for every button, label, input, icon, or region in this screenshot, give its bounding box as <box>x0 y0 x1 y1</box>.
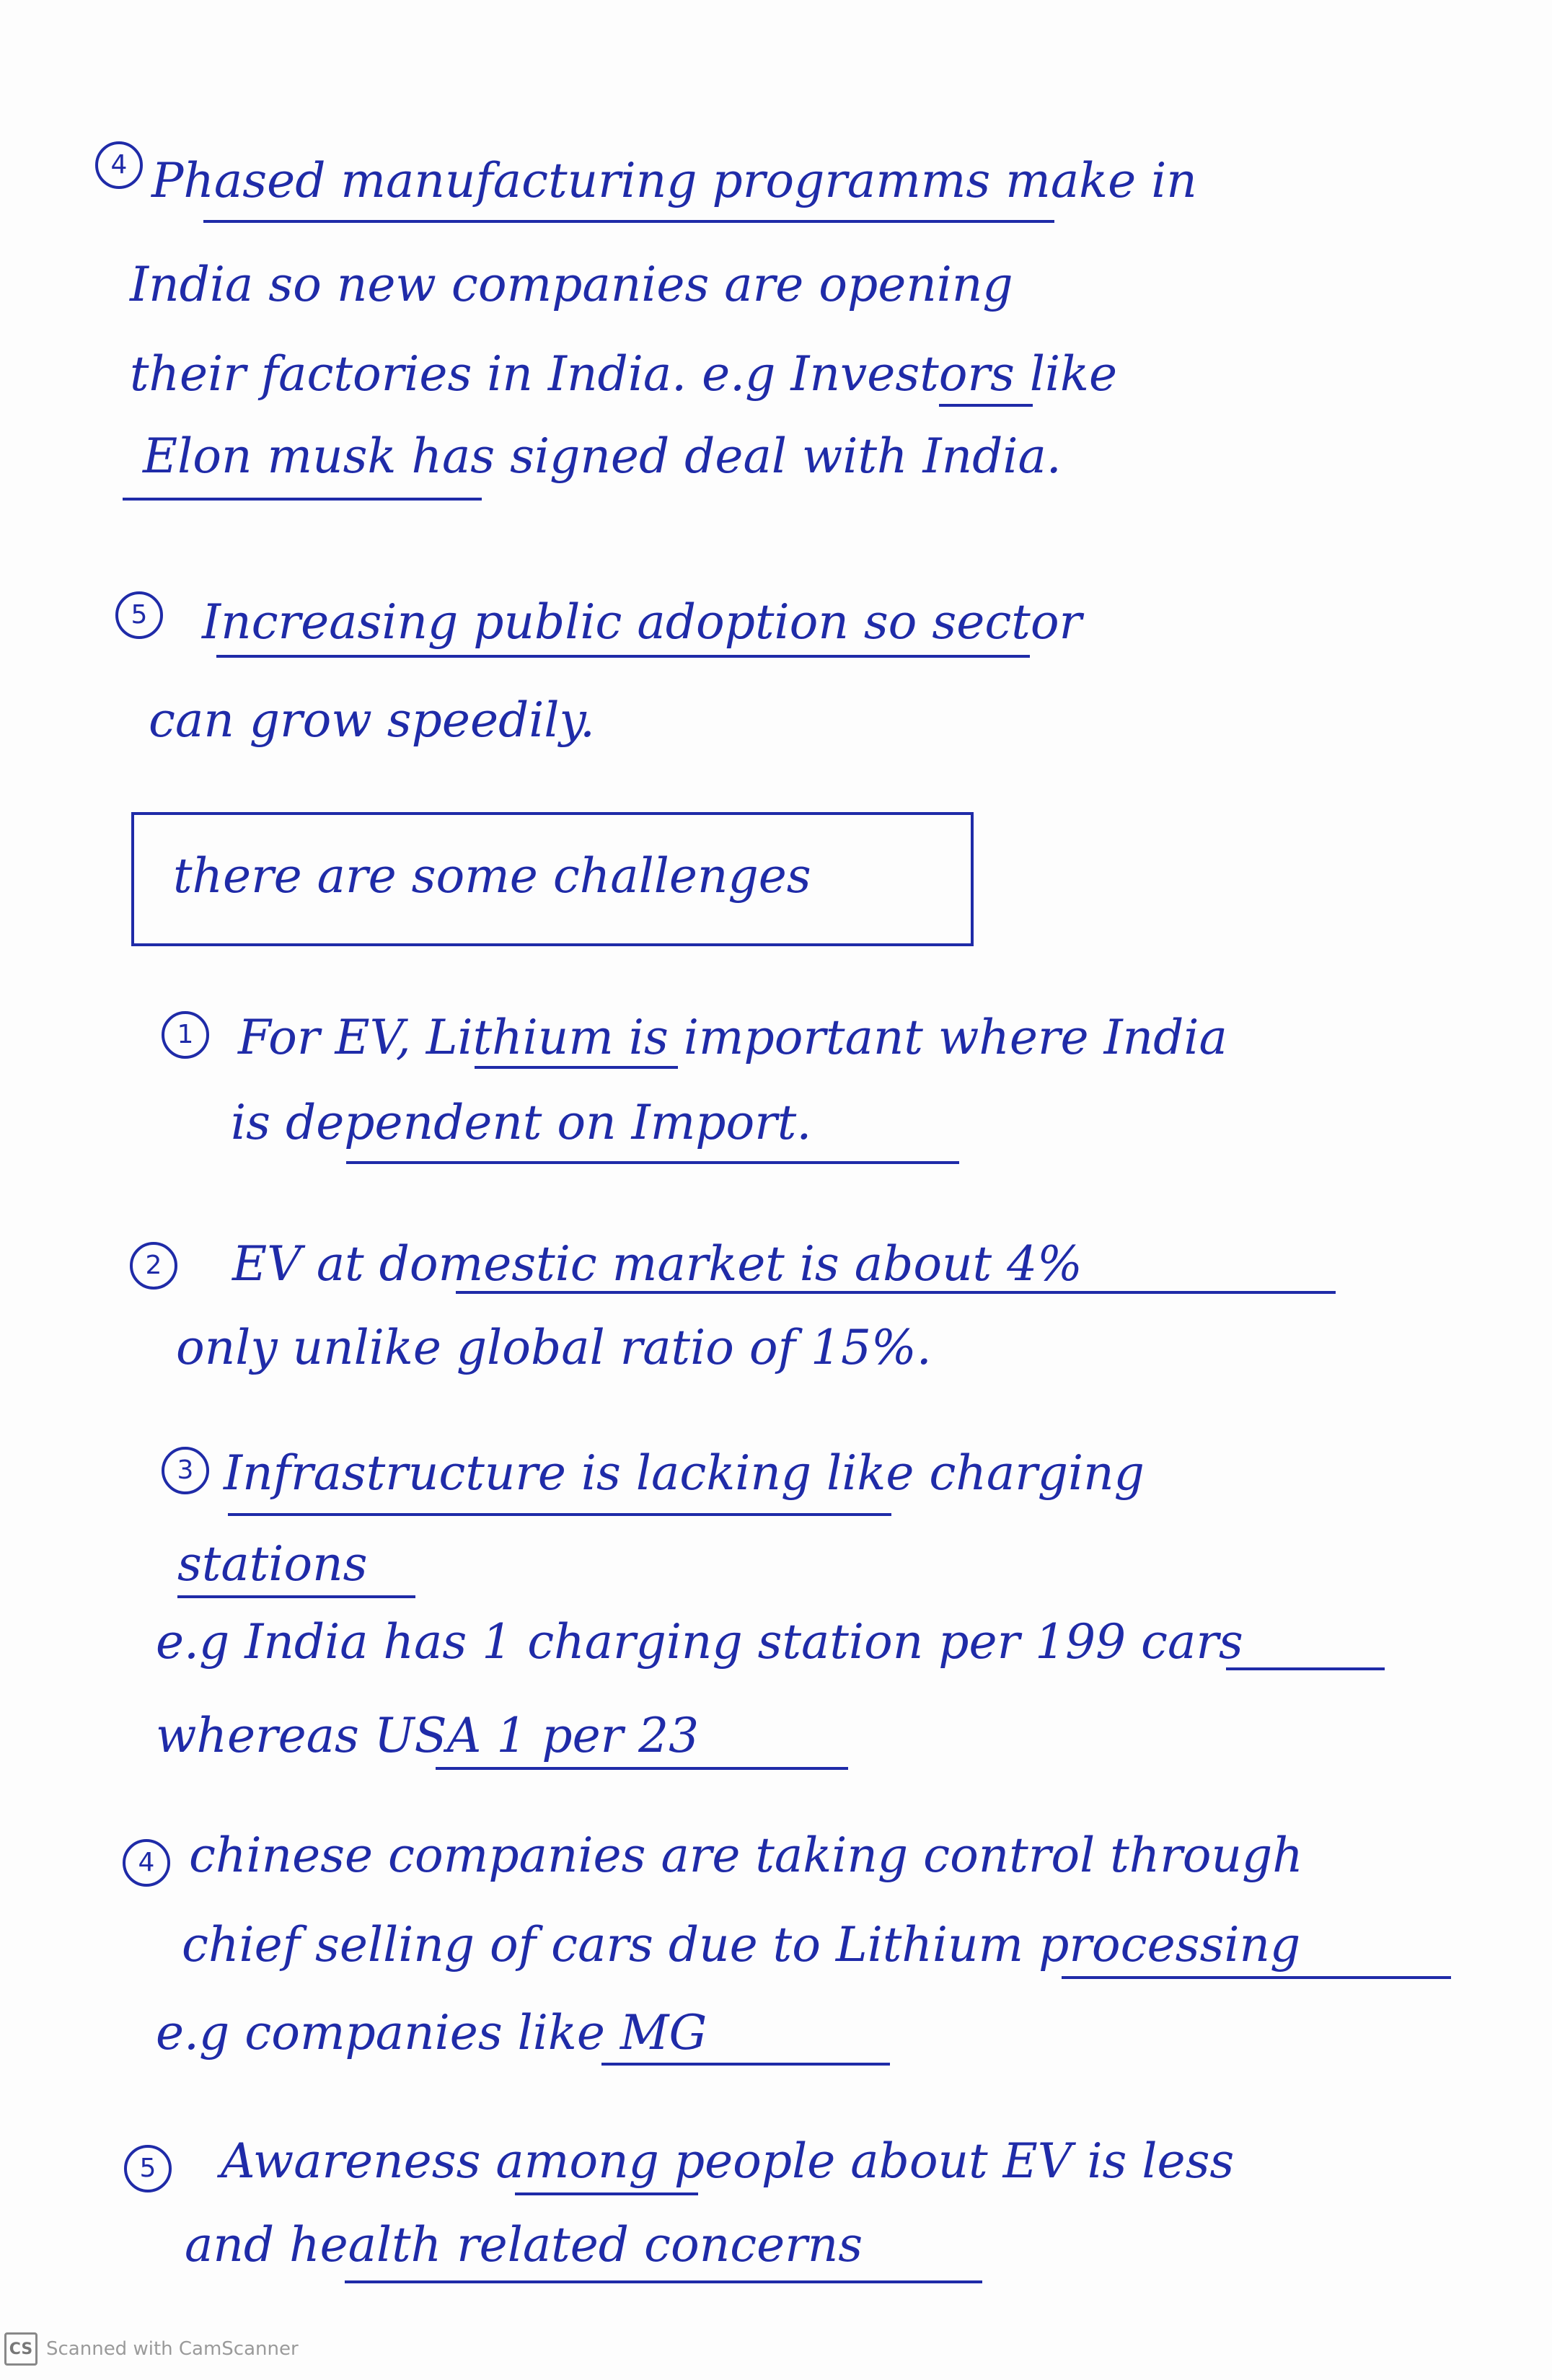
note-line: whereas USA 1 per 23 <box>156 1708 700 1763</box>
note-line: chinese companies are taking control through <box>189 1828 1303 1883</box>
note-line: e.g companies like MG <box>156 2005 707 2061</box>
note-line: Increasing public adoption so sector <box>202 594 1083 650</box>
underline <box>203 220 1054 223</box>
item-number-badge: 4 <box>95 141 143 189</box>
note-line: Phased manufacturing programms make in <box>151 153 1197 208</box>
challenge-number-badge: 5 <box>124 2145 172 2192</box>
note-line: For EV, Lithium is important where India <box>238 1010 1227 1065</box>
note-line: Awareness among people about EV is less <box>221 2133 1235 2189</box>
note-line: can grow speedily. <box>149 692 596 748</box>
underline <box>475 1066 678 1069</box>
underline <box>216 655 1030 658</box>
challenges-heading: there are some challenges <box>173 848 811 904</box>
challenge-number-badge: 3 <box>162 1447 209 1494</box>
note-line: e.g India has 1 charging station per 199 cars <box>156 1614 1243 1670</box>
underline <box>1226 1667 1385 1670</box>
note-line: and health related concerns <box>185 2217 863 2273</box>
underline <box>456 1291 1336 1294</box>
note-line: Elon musk has signed deal with India. <box>143 428 1062 484</box>
underline <box>939 404 1033 407</box>
watermark-text: Scanned with CamScanner <box>46 2338 299 2360</box>
note-line: their factories in India. e.g Investors like <box>130 346 1118 402</box>
underline <box>1062 1976 1451 1979</box>
note-line: India so new companies are opening <box>130 257 1013 312</box>
note-line: is dependent on Import. <box>231 1095 812 1150</box>
underline <box>123 498 482 501</box>
note-line: chief selling of cars due to Lithium processing <box>182 1917 1301 1973</box>
underline <box>228 1513 891 1516</box>
challenge-number-badge: 4 <box>123 1839 170 1887</box>
scanner-watermark <box>4 2332 299 2366</box>
camscanner-logo-icon: CS <box>4 2332 38 2366</box>
underline <box>601 2063 890 2066</box>
challenge-number-badge: 1 <box>162 1011 209 1059</box>
underline <box>515 2192 698 2195</box>
underline <box>345 2280 982 2283</box>
note-line: Infrastructure is lacking like charging <box>224 1445 1145 1501</box>
note-line: EV at domestic market is about 4% <box>232 1236 1083 1292</box>
underline <box>177 1595 415 1598</box>
underline <box>436 1767 848 1770</box>
note-line: stations <box>177 1536 368 1592</box>
note-line: only unlike global ratio of 15%. <box>176 1320 932 1375</box>
challenge-number-badge: 2 <box>130 1242 177 1290</box>
item-number-badge: 5 <box>115 591 163 639</box>
underline <box>346 1161 959 1164</box>
